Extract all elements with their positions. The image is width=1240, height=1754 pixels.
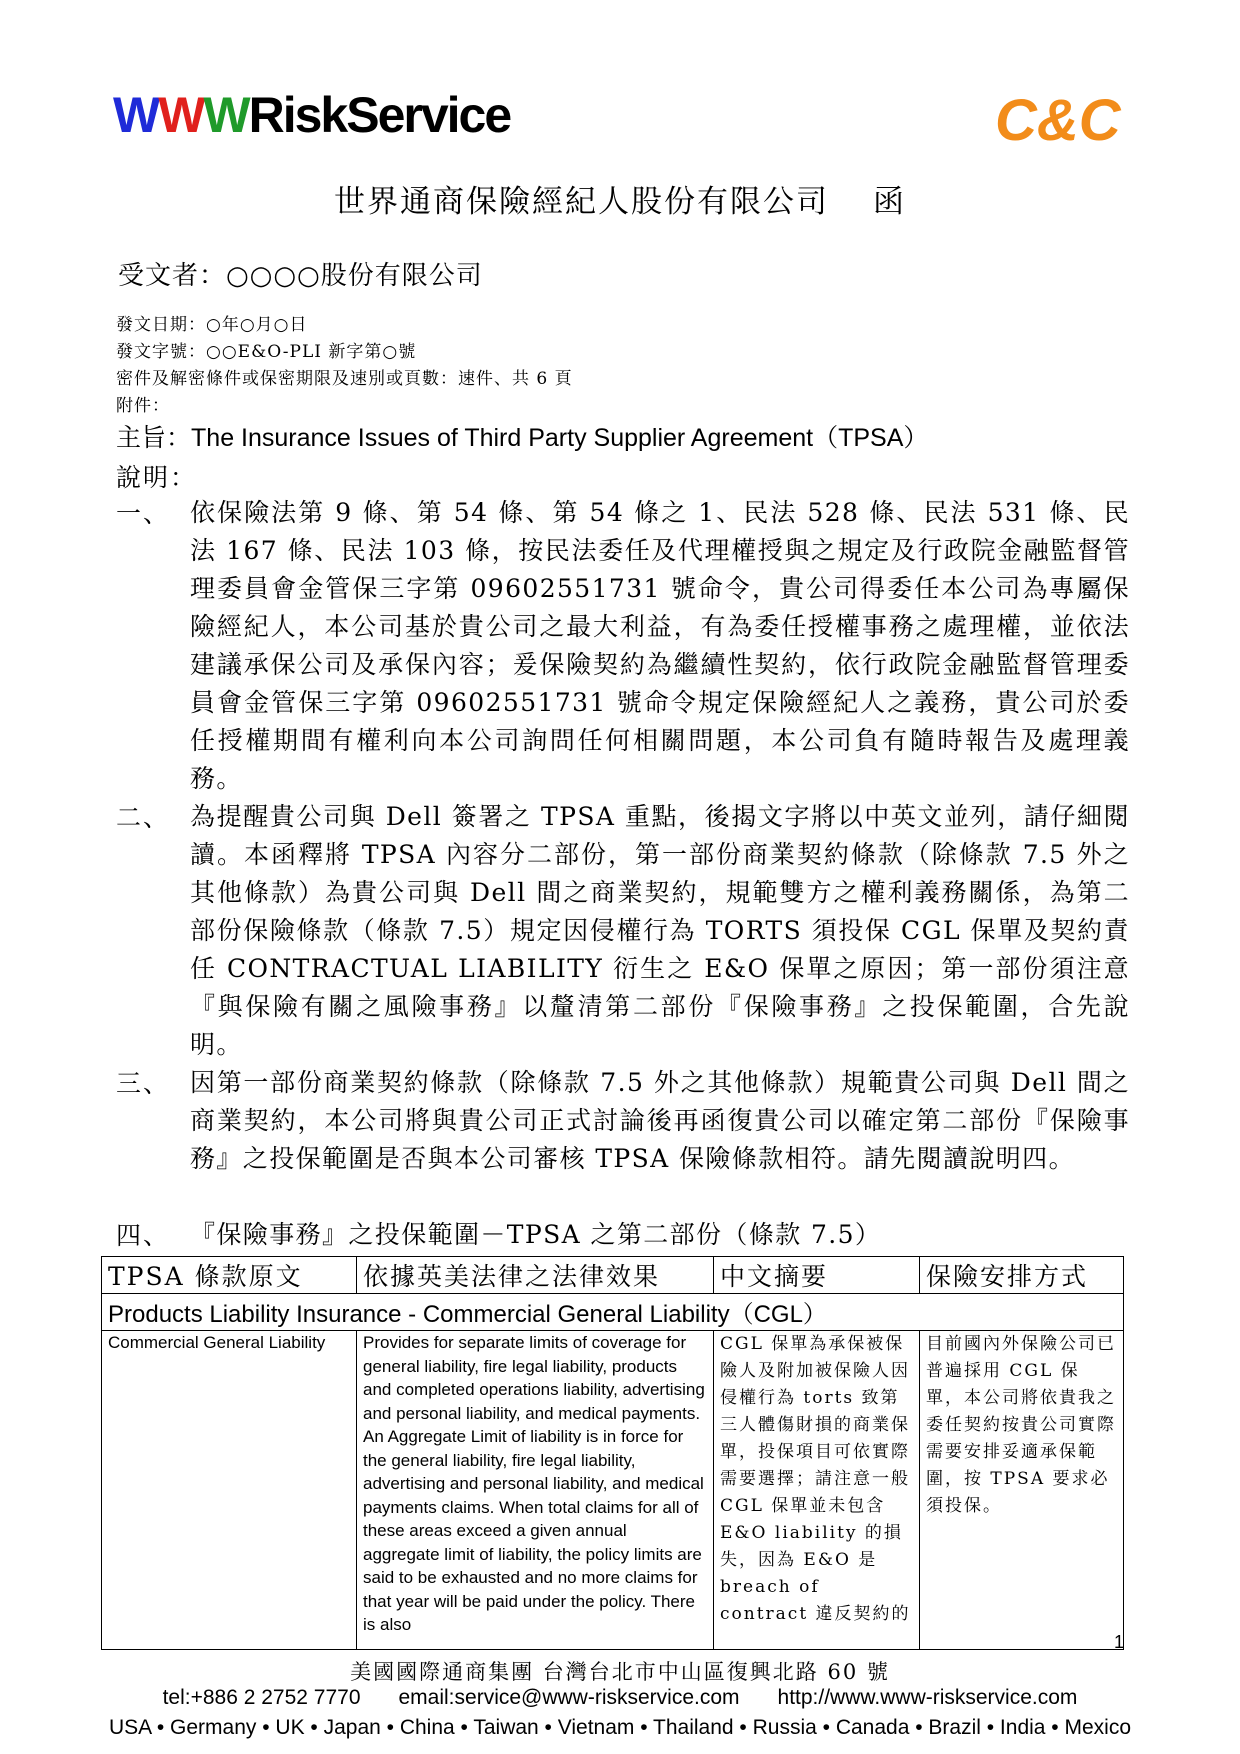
logo-letter-w-red: W bbox=[158, 87, 204, 143]
header-legal-effect: 依據英美法律之法律效果 bbox=[357, 1257, 714, 1294]
item-number: 三、 bbox=[116, 1069, 171, 1098]
logo-letter-w-green: W bbox=[203, 87, 249, 143]
recipient-line: 受文者：○○○○股份有限公司 bbox=[118, 261, 483, 291]
riskservice-logo bbox=[113, 87, 511, 143]
table-row bbox=[102, 1331, 1124, 1650]
arrangement-cell: 目前國內外保險公司已普遍採用 CGL 保單，本公司將依貴我之委任契約按貴公司實際需要安排妥適承保範圍，按 TPSA 要求必須投保。 bbox=[920, 1331, 1124, 1650]
letter-title bbox=[0, 176, 1240, 221]
table-header-row bbox=[102, 1257, 1124, 1294]
header-summary: 中文摘要 bbox=[714, 1257, 920, 1294]
section-title: Products Liability Insurance - Commercial General Liability（CGL） bbox=[102, 1294, 1124, 1331]
table-section-row bbox=[102, 1294, 1124, 1331]
logo-letter-w-blue: W bbox=[113, 87, 159, 143]
tpsa-insurance-table bbox=[101, 1256, 1124, 1650]
footer-contact bbox=[0, 1686, 1240, 1710]
clause-cell: Commercial General Liability bbox=[102, 1331, 357, 1650]
item-text: 依保險法第 9 條、第 54 條、第 54 條之 1、民法 528 條、民法 531 條、民法 167 條、民法 103 條，按民法委任及代理權授與之規定及行政院金融監督管理委員會金管保三字第 09602551731 號命令，貴公司得委任本公司為專屬保險經紀人，本公司基於貴公司之最大利益，有為委任授權事務之處理權，並依法建議承保公司及承保內容；爰保險契約為繼續性契約，依行政院金融監督管理委員會金管保三字第 09602551731 號命令規定保險經紀人之義務，貴公司於委任授權期間有權利向本公司詢問任何相關問題，本公司負有隨時報告及處理義務。 bbox=[190, 498, 1130, 793]
company-name: 世界通商保險經紀人股份有限公司 bbox=[334, 184, 829, 220]
item-number: 四、 bbox=[116, 1221, 171, 1250]
item-text: 為提醒貴公司與 Dell 簽署之 TPSA 重點，後揭文字將以中英文並列，請仔細閱讀。本函釋將 TPSA 內容分二部份，第一部份商業契約條款（除條款 7.5 外之其他條款）為貴公司與 Dell 間之商業契約，規範雙方之權利義務關係，為第二部份保險條款（條款 7.5）規定因侵權行為 TORTS 須投保 CGL 保單及契約責任 CONTRACTUAL LIABILITY 衍生之 E&O 保單之原因；第一部份須注意『與保險有關之風險事務』以釐清第二部份『保險事務』之投保範圍，合先說明。 bbox=[190, 802, 1130, 1059]
footer-countries: USA • Germany • UK • Japan • China • Taiwan • Vietnam • Thailand • Russia • Canada • Brazil • India • Mexico bbox=[108, 1716, 1132, 1739]
subject-text: The Insurance Issues of Third Party Supplier Agreement（TPSA） bbox=[191, 424, 929, 452]
issue-date: 發文日期：○年○月○日 bbox=[116, 315, 308, 335]
item-text: 因第一部份商業契約條款（除條款 7.5 外之其他條款）規範貴公司與 Dell 間之商業契約，本公司將與貴公司正式討論後再函復貴公司以確定第二部份『保險事務』之投保範圍是否與本公司審核 TPSA 保險條款相符。請先閱讀說明四。 bbox=[190, 1068, 1130, 1173]
issue-number: 發文字號：○○E&O-PLI 新字第○號 bbox=[116, 342, 417, 362]
summary-cell: CGL 保單為承保被保險人及附加被保險人因侵權行為 torts 致第三人體傷財損的商業保單，投保項目可依實際需要選擇；請注意一般 CGL 保單並未包含 E&O liability 的損失，因為 E&O 是 breach of contract 違反契約的 bbox=[714, 1331, 920, 1650]
item-text: 『保險事務』之投保範圍－TPSA 之第二部份（條款 7.5） bbox=[190, 1220, 882, 1249]
footer-address: 美國國際通商集團 台灣台北市中山區復興北路 60 號 bbox=[350, 1660, 890, 1684]
item-number: 一、 bbox=[116, 499, 171, 528]
cnc-logo: C&C bbox=[995, 88, 1121, 153]
document-type: 函 bbox=[873, 184, 906, 220]
page-number: 1 bbox=[1114, 1632, 1125, 1652]
item-number: 二、 bbox=[116, 803, 171, 832]
subject-line bbox=[116, 418, 928, 454]
description-label: 說明： bbox=[116, 463, 198, 492]
legal-effect-cell: Provides for separate limits of coverage for general liability, fire legal liability, products and completed operations liability, advertising and personal liability, and medical payments. An Aggregate Limit of liability is in force for the general liability, fire legal liability, advertising and personal liability, and medical payments claims. When total claims for all of these areas exceed a given annual aggregate limit of liability, the policy limits are said to be exhausted and no more claims for that year will be paid under the policy. There is also bbox=[357, 1331, 714, 1650]
header-arrangement: 保險安排方式 bbox=[920, 1257, 1124, 1294]
header-tpsa-clause: TPSA 條款原文 bbox=[102, 1257, 357, 1294]
footer-tel: tel:+886 2 2752 7770 bbox=[162, 1686, 361, 1709]
subject-label: 主旨： bbox=[116, 423, 192, 452]
attachment-line: 附件： bbox=[116, 396, 170, 416]
footer-website[interactable]: http://www.www-riskservice.com bbox=[777, 1686, 1078, 1709]
footer-email[interactable]: email:service@www-riskservice.com bbox=[398, 1686, 740, 1709]
confidentiality-info: 密件及解密條件或保密期限及速別或頁數：速件、共 6 頁 bbox=[116, 369, 573, 389]
logo-wordmark: RiskService bbox=[248, 87, 511, 143]
